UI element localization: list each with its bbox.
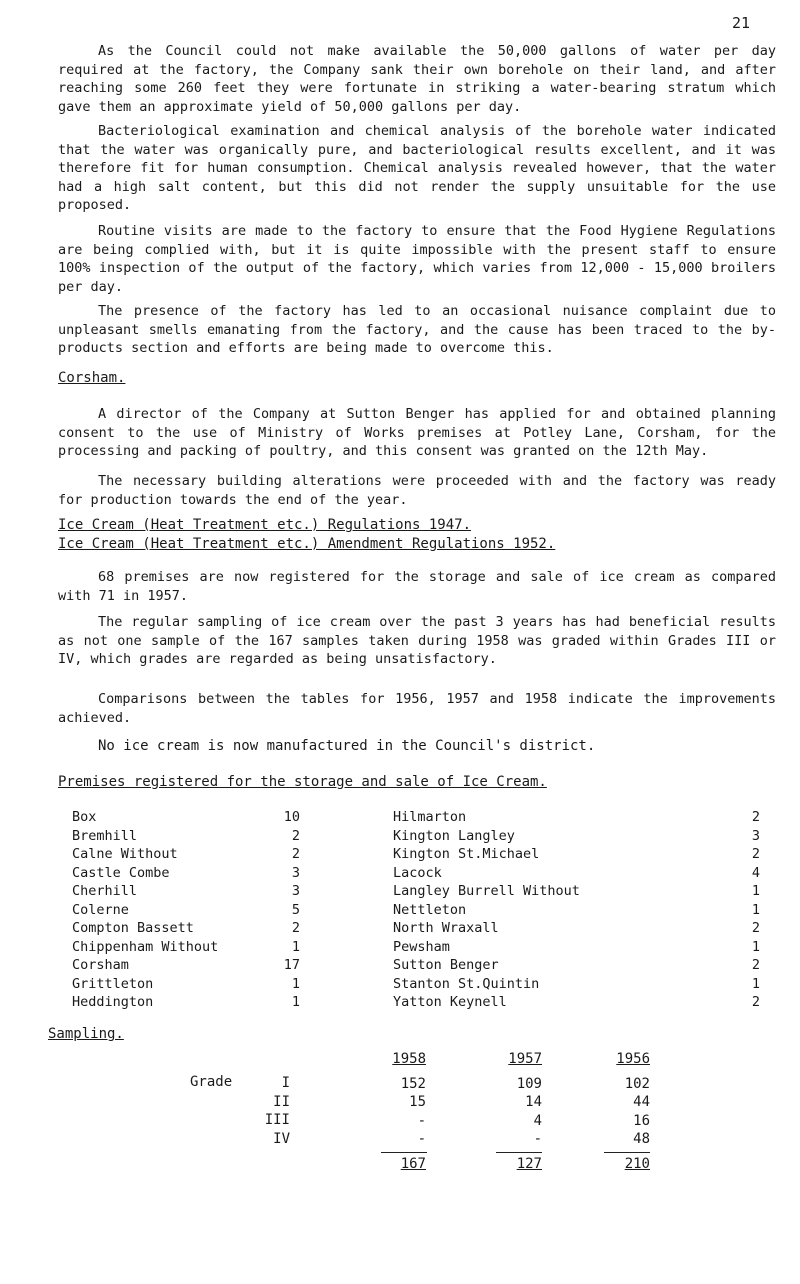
sampling-heading: Sampling. (48, 1026, 124, 1042)
premises-count: 2 (751, 957, 760, 973)
total-1957 (496, 1155, 542, 1174)
premises-count: 10 (283, 809, 300, 825)
paragraph-comparisons: Comparisons between the tables for 1956, 1957 and 1958 indicate the improvements achieved. (58, 691, 776, 726)
sample-count: 102 (624, 1075, 650, 1092)
paragraph-routine-visits: Routine visits are made to the factory to ensure that the Food Hygiene Regulations are being complied with, but it is quite impossible with the present staff to ensure 100% inspection of the output of the factory, which varies from 12,000 - 15,000 broilers per day. (58, 223, 776, 295)
premises-count: 2 (751, 846, 760, 862)
corsham-heading: Corsham. (58, 370, 126, 386)
premises-place: Sutton Benger (393, 957, 499, 973)
premises-count: 5 (291, 901, 300, 918)
grade-numeral: I (281, 1075, 290, 1091)
year-header: 1956 (616, 1051, 650, 1067)
premises-count: 2 (291, 827, 300, 844)
sample-count: 15 (409, 1094, 426, 1111)
paragraph-planning-consent: A director of the Company at Sutton Benger has applied for and obtained planning consent to the use of Ministry of Works premises at Potley Lane, Corsham, for the processing and packing of poultry, and this consent was granted on the 12th May. (58, 406, 776, 460)
regulation-title-1952: Ice Cream (Heat Treatment etc.) Amendment Regulations 1952. (58, 536, 556, 552)
premises-place: Heddington (72, 994, 154, 1010)
sample-total: 210 (624, 1156, 650, 1172)
grade-numeral: IV (273, 1130, 290, 1147)
page-number: 21 (732, 14, 751, 32)
premises-place: Langley Burrell Without (393, 883, 580, 899)
premises-place: Hilmarton (393, 809, 467, 825)
sample-count: - (417, 1131, 426, 1148)
sample-total: 127 (516, 1156, 542, 1172)
total-rule (381, 1152, 427, 1153)
premises-place: Colerne (72, 901, 129, 918)
sample-count: - (533, 1131, 542, 1148)
premises-place: Corsham (72, 957, 129, 973)
sample-count: 48 (633, 1131, 650, 1148)
premises-place: Lacock (393, 864, 442, 881)
premises-count: 4 (751, 864, 760, 881)
paragraph-building-alterations: The necessary building alterations were proceeded with and the factory was ready for production towards the end of the year. (58, 473, 776, 508)
premises-count: 2 (751, 994, 760, 1010)
total-1958 (380, 1155, 426, 1174)
sample-count: 14 (525, 1094, 542, 1111)
premises-count: 17 (283, 957, 300, 973)
premises-place: Pewsham (393, 938, 450, 955)
premises-right-places (393, 808, 673, 1012)
sample-count: 152 (400, 1075, 426, 1092)
paragraph-water-supply: As the Council could not make available the 50,000 gallons of water per day required at the factory, the Company sank their own borehole on their land, and after reaching some 260 feet they were fortunate in striking a water-bearing stratum which gave them an approximate yield of 50,000 gallons per day. (58, 43, 776, 115)
year-header: 1958 (392, 1051, 426, 1067)
premises-place: Castle Combe (72, 864, 170, 881)
total-rule (496, 1152, 542, 1153)
premises-count: 1 (751, 901, 760, 918)
premises-place: Kington Langley (393, 827, 515, 844)
premises-place: Grittleton (72, 975, 154, 992)
premises-place: Cherhill (72, 883, 138, 899)
grade-numeral: II (273, 1093, 290, 1110)
premises-place: Compton Bassett (72, 920, 194, 936)
sample-count: 16 (633, 1112, 650, 1129)
premises-place: Calne Without (72, 846, 178, 862)
premises-count: 3 (291, 883, 300, 899)
premises-count: 1 (291, 938, 300, 955)
premises-place: Stanton St.Quintin (393, 975, 540, 992)
regulation-title-1947: Ice Cream (Heat Treatment etc.) Regulations 1947. (58, 517, 472, 533)
premises-left-places (72, 808, 272, 1012)
sample-count: 44 (633, 1094, 650, 1111)
premises-count: 1 (751, 938, 760, 955)
premises-place: Chippenham Without (72, 938, 219, 955)
sample-count: - (417, 1112, 426, 1129)
paragraph-nuisance: The presence of the factory has led to an occasional nuisance complaint due to unpleasant smells emanating from the factory, and the cause has been traced to the by-products section and efforts are being made to overcome this. (58, 303, 776, 357)
premises-place: Bremhill (72, 827, 138, 844)
premises-place: North Wraxall (393, 920, 499, 936)
premises-count: 1 (751, 975, 760, 992)
premises-count: 3 (291, 864, 300, 881)
premises-count: 2 (751, 920, 760, 936)
premises-place: Kington St.Michael (393, 846, 540, 862)
grade-label: Grade (190, 1074, 233, 1090)
premises-count: 1 (291, 975, 300, 992)
sample-total: 167 (400, 1156, 426, 1172)
paragraph-regular-sampling: The regular sampling of ice cream over the past 3 years has had beneficial results as not one sample of the 167 samples taken during 1958 was graded within Grades III or IV, which grades are regarded as being unsatisfactory. (58, 614, 776, 668)
paragraph-no-manufacture: No ice cream is now manufactured in the Council's district. (98, 738, 596, 754)
premises-count: 3 (751, 827, 760, 844)
grade-numeral: III (264, 1112, 290, 1129)
sampling-column-1958 (380, 1050, 426, 1149)
premises-place: Yatton Keynell (393, 994, 507, 1010)
premises-place: Nettleton (393, 901, 467, 918)
sample-count: 109 (516, 1075, 542, 1092)
grade-numerals (250, 1074, 290, 1148)
premises-count: 1 (751, 883, 760, 899)
premises-count: 2 (291, 846, 300, 862)
total-1956 (604, 1155, 650, 1174)
paragraph-borehole-analysis: Bacteriological examination and chemical analysis of the borehole water indicated that the water was organically pure, and bacteriological results excellent, and it was therefore fit for human consumption. Chemical analysis revealed however, that the water had a high salt content, but this did not render the supply unsuitable for the use proposed. (58, 123, 776, 214)
sample-count: 4 (533, 1112, 542, 1129)
sampling-column-1956 (604, 1050, 650, 1149)
paragraph-registered-premises: 68 premises are now registered for the storage and sale of ice cream as compared with 71 in 1957. (58, 569, 776, 604)
year-header: 1957 (508, 1051, 542, 1067)
premises-place: Box (72, 809, 97, 825)
sampling-column-1957 (496, 1050, 542, 1149)
premises-count: 2 (291, 920, 300, 936)
premises-left-counts (270, 808, 300, 1012)
total-rule (604, 1152, 650, 1153)
premises-right-counts (730, 808, 760, 1012)
premises-count: 1 (291, 994, 300, 1010)
premises-table-heading: Premises registered for the storage and sale of Ice Cream. (58, 774, 547, 790)
premises-count: 2 (751, 809, 760, 825)
